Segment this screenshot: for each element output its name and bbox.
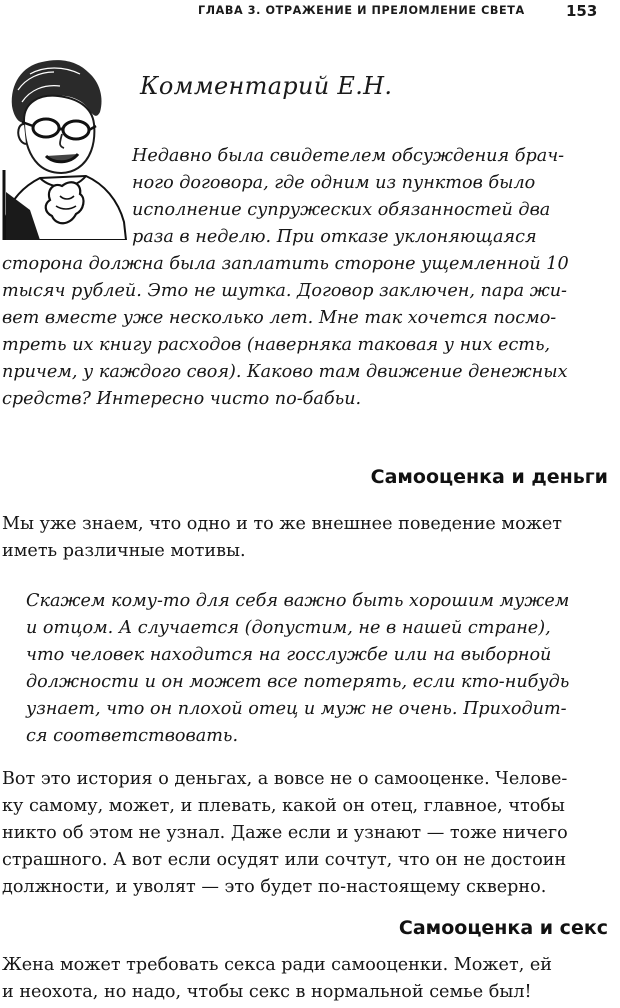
chapter-title: ГЛАВА 3. ОТРАЖЕНИЕ И ПРЕЛОМЛЕНИЕ СВЕТА <box>198 4 525 17</box>
comment-line: раза в неделю. При отказе уклоняющаяся <box>132 227 537 247</box>
section-heading-sex: Самооценка и секс <box>398 917 608 939</box>
comment-title: Комментарий Е.Н. <box>140 72 393 100</box>
comment-line: треть их книгу расходов (наверняка таковая у них есть, <box>2 335 551 355</box>
quote-line: узнает, что он плохой отец и муж не очень. Приходит- <box>26 699 567 719</box>
text-line: должности, и уволят — это будет по-настоящему скверно. <box>2 877 547 897</box>
text-line: Мы уже знаем, что одно и то же внешнее поведение может <box>2 514 563 534</box>
page-number: 153 <box>566 2 598 20</box>
text-line: иметь различные мотивы. <box>2 541 246 561</box>
text-line: никто об этом не узнал. Даже если и узнают — тоже ничего <box>2 823 568 843</box>
comment-line: тысяч рублей. Это не шутка. Договор заключен, пара жи- <box>2 281 567 301</box>
section-heading-money: Самооценка и деньги <box>370 466 608 488</box>
running-head <box>0 2 620 24</box>
text-line: Жена может требовать секса ради самооценки. Может, ей <box>2 955 553 975</box>
author-portrait-icon <box>0 50 130 240</box>
quote-line: ся соответствовать. <box>26 726 239 746</box>
comment-line: ного договора, где одним из пунктов было <box>132 173 536 193</box>
comment-line: сторона должна была заплатить стороне ущемленной 10 <box>2 254 569 274</box>
text-line: и неохота, но надо, чтобы секс в нормальной семье был! <box>2 982 532 1002</box>
text-line: ку самому, может, и плевать, какой он отец, главное, чтобы <box>2 796 565 816</box>
quote-line: и отцом. А случается (допустим, не в нашей стране), <box>26 618 551 638</box>
quote-line: должности и он может все потерять, если кто-нибудь <box>26 672 570 692</box>
comment-line: вет вместе уже несколько лет. Мне так хочется посмо- <box>2 308 557 328</box>
text-line: страшного. А вот если осудят или сочтут, что он не достоин <box>2 850 567 870</box>
quote-line: что человек находится на госслужбе или на выборной <box>26 645 552 665</box>
comment-line: Недавно была свидетелем обсуждения брач- <box>132 146 565 166</box>
text-line: Вот это история о деньгах, а вовсе не о самооценке. Челове- <box>2 769 568 789</box>
comment-line: средств? Интересно чисто по-бабьи. <box>2 389 362 409</box>
comment-line: исполнение супружеских обязанностей два <box>132 200 551 220</box>
comment-line: причем, у каждого своя). Каково там движение денежных <box>2 362 568 382</box>
quote-line: Скажем кому-то для себя важно быть хорошим мужем <box>26 591 570 611</box>
